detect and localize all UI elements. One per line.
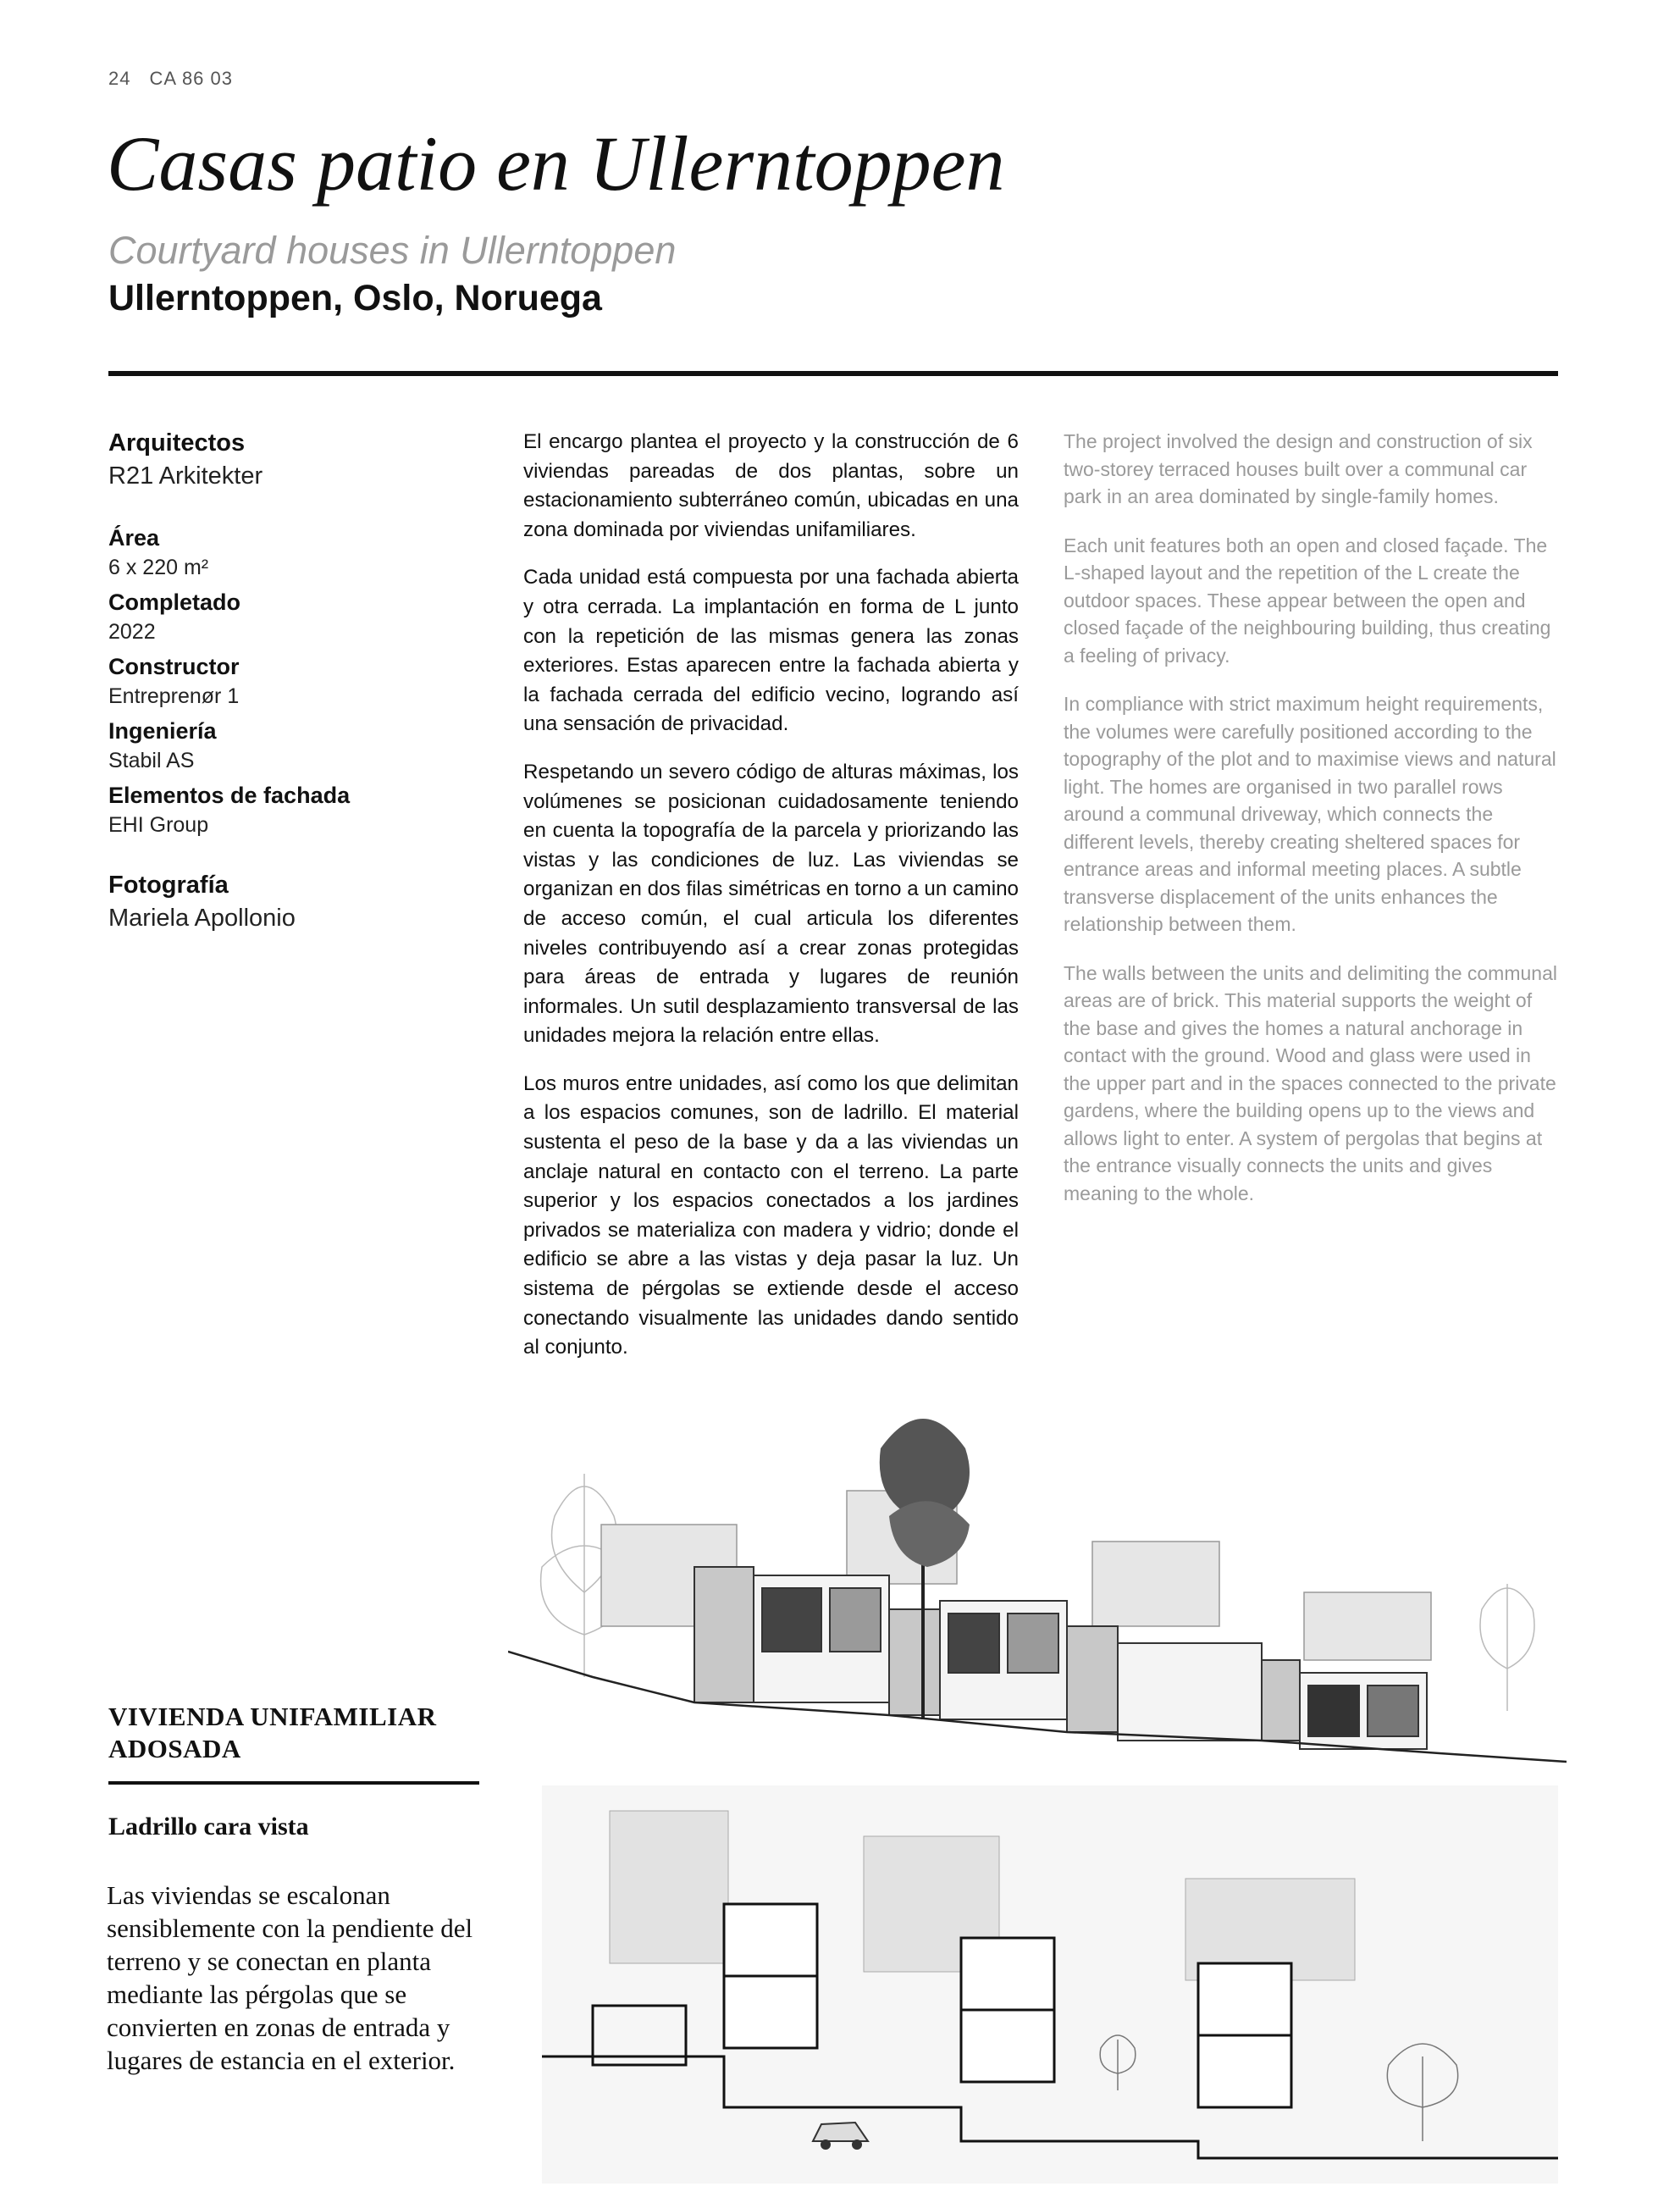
page-number: 24 xyxy=(108,68,131,89)
engineering-label: Ingeniería xyxy=(108,718,217,744)
paragraph-es: Respetando un severo código de alturas máximas, los volúmenes se posicionan cuidadosamente teniendo en cuenta la topografía de la parcela y priorizando las vistas y las condiciones de luz. Las viviendas se organizan en dos filas simétricas en torno a un camino de acceso común, el cual articula los diferentes niveles contribuyendo así a crear zonas protegidas para áreas de entrada y lugares de reunión informales. Un sutil desplazamiento transversal de las unidades mejora la relación entre ellas. xyxy=(523,760,1019,1048)
photo-label: Fotografía xyxy=(108,872,229,899)
page-title: Casas patio en Ullerntoppen xyxy=(107,120,1005,207)
window xyxy=(1308,1686,1359,1736)
window xyxy=(948,1614,999,1673)
builder-label: Constructor xyxy=(108,654,240,679)
sidebar-heading xyxy=(108,1701,481,1765)
area-value: 6 x 220 m² xyxy=(108,556,209,579)
house-unit xyxy=(1118,1643,1262,1741)
body-text-english xyxy=(1064,428,1559,1228)
back-volume xyxy=(1092,1542,1219,1626)
sidebar-subheading: Ladrillo cara vista xyxy=(108,1813,309,1841)
paragraph-en: Each unit features both an open and closed façade. The L-shaped layout and the repetition of the L create the outdoor spaces. These appear between the open and closed façade of the neighbouring building, thus creating a feeling of privacy. xyxy=(1064,534,1551,667)
architects-label: Arquitectos xyxy=(108,429,246,457)
paragraph-en: The walls between the units and delimiting the communal areas are of brick. This material supports the weight of the base and gives the homes a natural anchorage in contact with the ground. Wood and glass were used in the upper part and in the spaces connected to the private gardens, where the building opens up to the views and allows light to enter. A system of pergolas that begins at the entrance visually connects the units and gives meaning to the whole. xyxy=(1064,961,1557,1204)
sidebar-text: Las viviendas se escalonan sensiblemente con la pendiente del terreno y se conectan en planta mediante las pérgolas que se convierten en zonas de entrada y lugares de estancia en el exterior. xyxy=(107,1880,473,2075)
elevation-drawing xyxy=(508,1398,1567,1787)
sidebar-divider xyxy=(108,1781,479,1785)
builder-value: Entreprenør 1 xyxy=(108,684,240,708)
area-label: Área xyxy=(108,525,160,551)
paragraph-en: In compliance with strict maximum height requirements, the volumes were carefully positioned according to the topography of the plot and to maximise views and natural light. The homes are organised in two parallel rows around a communal driveway, which connects the different levels, thereby creating sheltered spaces for entrance areas and informal meeting places. A subtle transverse displacement of the units enhances the relationship between them. xyxy=(1064,693,1556,935)
location: Ullerntoppen, Oslo, Noruega xyxy=(108,278,602,318)
back-volume xyxy=(1304,1592,1431,1660)
window xyxy=(830,1588,881,1652)
credits-column xyxy=(108,426,464,934)
issue-number: CA 86 03 xyxy=(149,68,233,89)
body-text-spanish xyxy=(523,428,1019,1381)
paragraph-en: The project involved the design and construction of six two-storey terraced houses built over a communal car park in an area dominated by single-family homes. xyxy=(1064,430,1533,507)
window xyxy=(1368,1686,1418,1736)
brick-wall xyxy=(889,1609,940,1715)
section-drawing xyxy=(542,1785,1558,2184)
facade-label: Elementos de fachada xyxy=(108,783,351,808)
architects-value: R21 Arkitekter xyxy=(108,462,263,490)
photo-value: Mariela Apollonio xyxy=(108,905,296,932)
paragraph-es: Cada unidad está compuesta por una fachada abierta y otra cerrada. La implantación en forma de L junto con la repetición de las mismas genera las zonas exteriores. Estas aparecen entre la fachada abierta y la fachada cerrada del edificio vecino, logrando así una sensación de privacidad. xyxy=(523,566,1019,736)
completed-label: Completado xyxy=(108,590,241,615)
sidebar-heading-line1: VIVIENDA UNIFAMILIAR xyxy=(108,1702,437,1731)
brick-wall xyxy=(694,1567,754,1702)
paragraph-es: Los muros entre unidades, así como los que delimitan a los espacios comunes, son de ladrillo. El material sustenta el peso de la base y da a las viviendas un anclaje natural en contacto con el terreno. La parte superior y los espacios conectados a los jardines privados se materializa con madera y vidrio; donde el edificio se abre a las vistas y deja pasar la luz. Un sistema de pérgolas se extiende desde el acceso conectando visualmente las unidades dando sentido al conjunto. xyxy=(523,1071,1019,1359)
brick-wall xyxy=(1067,1626,1118,1732)
background-volume xyxy=(610,1811,728,1963)
window xyxy=(1008,1614,1058,1673)
english-subtitle: Courtyard houses in Ullerntoppen xyxy=(108,229,677,272)
sidebar-heading-line2: ADOSADA xyxy=(108,1734,241,1763)
brick-wall xyxy=(1262,1660,1300,1741)
header-divider xyxy=(108,371,1558,376)
completed-value: 2022 xyxy=(108,620,156,644)
window xyxy=(762,1588,821,1652)
facade-value: EHI Group xyxy=(108,813,209,837)
folio xyxy=(108,68,251,90)
engineering-value: Stabil AS xyxy=(108,749,195,772)
paragraph-es: El encargo plantea el proyecto y la construcción de 6 viviendas pareadas de dos plantas, sobre un estacionamiento subterráneo común, ubicadas en una zona dominada por viviendas unifamiliares. xyxy=(523,430,1019,541)
